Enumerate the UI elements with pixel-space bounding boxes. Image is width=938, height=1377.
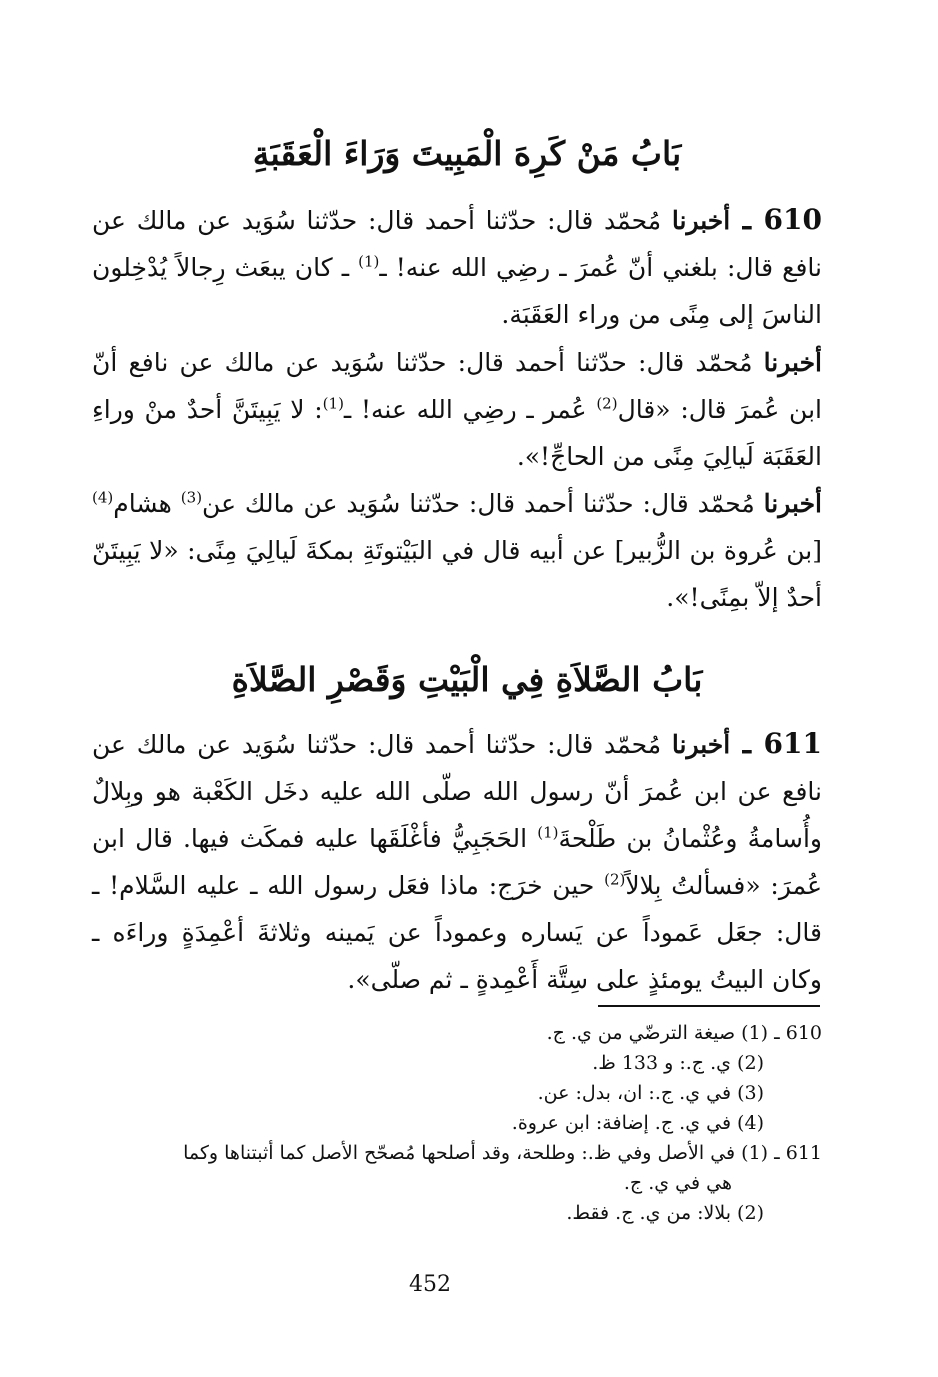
page-number: 452 [409,1272,451,1297]
narration-paragraph-3 [92,480,822,621]
paragraph-text: : لا يَبِيتَنَّ أحدٌ منْ وراءِ العَقَبَة لَيالِيَ مِنًى من الحاجِّ!». [92,395,822,471]
footnote-marker: (2) [596,394,618,413]
paragraph-text: مُحمّد قال: حدّثنا أحمد قال: حدّثنا سُوَيد عن مالك عن نافع قال: بلغني أنّ عُمرَ ـ رضِي الله عنه! ـ [92,206,822,282]
footnote-marker: (1) [322,394,344,413]
narration-paragraph-2 [92,339,822,480]
footnote-line: هي في ي. ج. [623,1172,732,1194]
hadith-number-dash: ـ [730,203,764,236]
footnote-marker: (1) [537,823,559,842]
chapter-heading-2: بَابُ الصَّلاَةِ فِي الْبَيْتِ وَقَصْرِ الصَّلاَةِ [231,660,703,699]
hadith-number: 610 [763,203,822,236]
footnote-line: (2) ي. ج.: و 133 ظ. [592,1052,764,1074]
lead-word: أخبرنا [763,489,822,518]
paragraph-text: ـ كان يبعَث رِجالاً يُدْخِلون الناسَ إلى مِنًى من وراء العَقَبَة. [92,253,822,329]
paragraph-text: عُمر ـ رضِي الله عنه! ـ [343,395,597,424]
footnote-line: 610 ـ (1) صيغة الترضّي من ي. ج. [546,1022,822,1044]
footnote-marker: (1) [358,252,380,271]
footnote-line: 611 ـ (1) في الأصل وفي ظ.: وطلحة، وقد أصلحها مُصحّح الأصل كما أثبتناها وكما [183,1142,822,1164]
paragraph-text: مُحمّد قال: حدّثنا أحمد قال: حدّثنا سُوَيد عن مالك عن نافع أنّ ابن عُمرَ قال: «قال [92,348,822,424]
paragraph-text: مُحمّد قال: حدّثنا أحمد قال: حدّثنا سُوَيد عن مالك عن نافع عن ابن عُمرَ أنّ رسول الله صلّى الله عليه دخَل الكَعْبة هو وبِلالٌ وأُسامةُ وعُثْمانُ بن طَلْحةَ [92,730,822,853]
hadith-number: 611 [763,727,822,760]
footnote-separator [598,1005,820,1007]
footnote-marker: (2) [604,870,626,889]
lead-word: أخبرنا [671,730,731,759]
lead-word: أخبرنا [671,206,731,235]
hadith-number-dash: ـ [730,727,764,760]
footnote-line: (4) في ي. ج. إضافة: ابن عروة. [511,1112,764,1134]
chapter-heading-1: بَابُ مَنْ كَرِهَ الْمَبِيتَ وَرَاءَ الْعَقَبَةِ [252,134,682,173]
footnote-line: (2) بلالا: من ي. ج. فقط. [566,1202,764,1224]
footnote-line: (3) في ي. ج.: ان، بدل: عن. [537,1082,764,1104]
footnotes [60,1018,822,1228]
lead-word: أخبرنا [763,348,822,377]
hadith-611-paragraph [92,720,822,1003]
paragraph-text: مُحمّد قال: حدّثنا أحمد قال: حدّثنا سُوَيد عن مالك عن [202,489,764,518]
paragraph-text: الحَجَبِيُّ فأغْلَقَها عليه فمكَث فيها. قال ابن عُمرَ: «فسألتُ بِلالاً [92,824,822,900]
footnote-marker: (3) [180,488,203,507]
paragraph-text: [بن عُروة بن الزُّبير] عن أبيه قال في البَيْتوتَةِ بمكةَ لَيالِيَ مِنًى: «لا يَبِيتَنّ أحدٌ إلاّ بمِنًى!». [92,536,822,612]
footnote-marker: (4) [92,488,114,507]
hadith-610-paragraph [92,196,822,338]
paragraph-text: حين خرَج: ماذا فعَل رسول الله ـ عليه السَّلام! ـ قال: جعَل عَموداً عن يَساره وعموداً عن يَمينه وثلاثةَ أعْمِدَةٍ وراءَه ـ وكان البيتُ يومئذٍ على سِتَّة أَعْمِدةٍ ـ ثم صلّى». [92,871,822,994]
paragraph-text: هشام [113,489,181,518]
